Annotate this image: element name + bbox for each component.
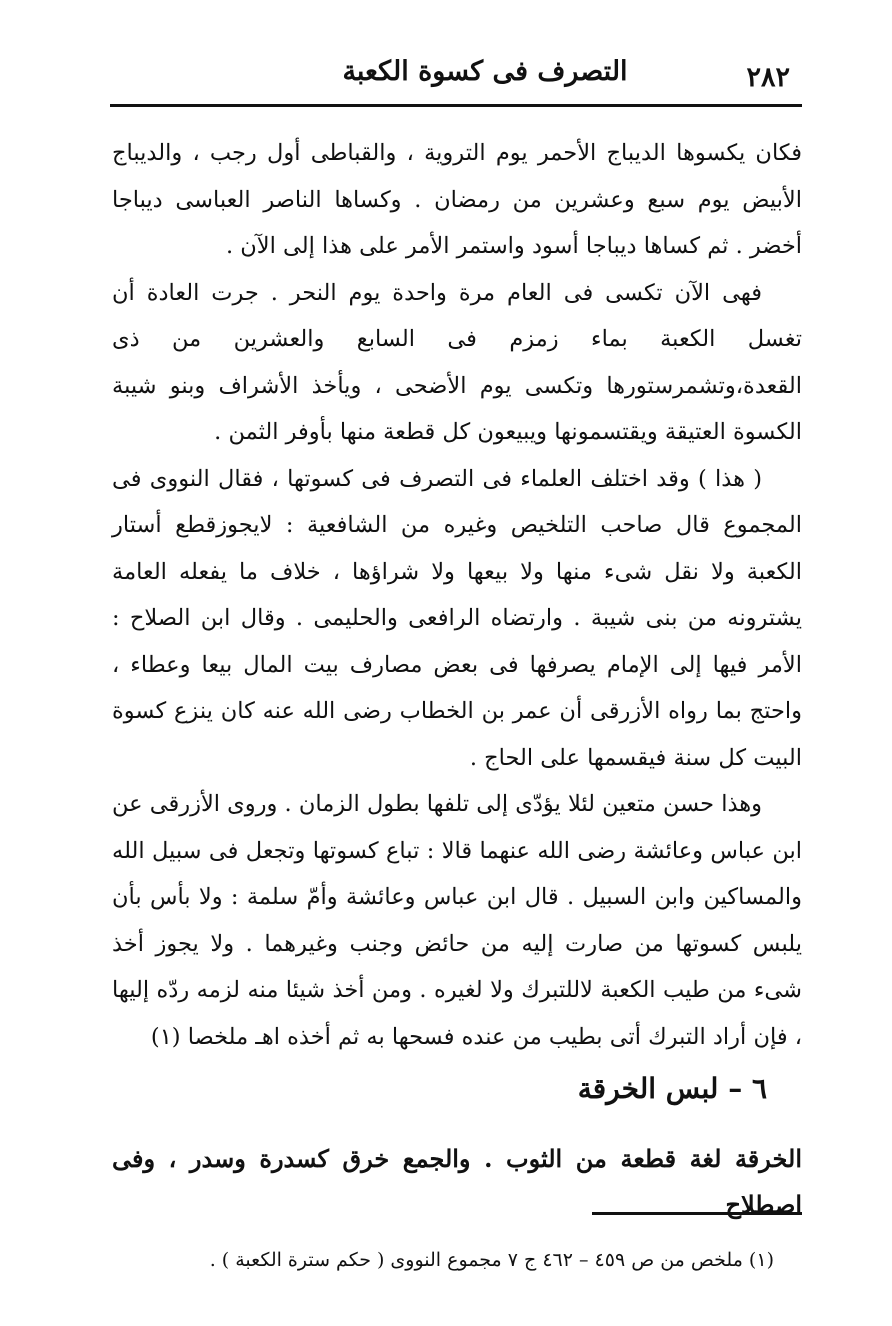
- header-rule: [110, 104, 802, 107]
- paragraph-1: فكان يكسوها الديباج الأحمر يوم التروية ، والقباطى أول رجب ، والديباج الأبيض يوم سبع وعشرين من رمضان . وكساها الناصر العباسى ديباجا أخضر . ثم كساها ديباجا أسود واستمر الأمر على هذا إلى الآن .: [112, 140, 802, 259]
- paragraph-3: ( هذا ) وقد اختلف العلماء فى التصرف فى كسوتها ، فقال النووى فى المجموع قال صاحب التلخيص وغيره من الشافعية : لايجوزقطع أستار الكعبة ولا نقل شىء منها ولا بيعها ولا شراؤها ، خلاف ما يفعله العامة يشترونه من بنى شيبة . وارتضاه الرافعى والحليمى . وقال ابن الصلاح : الأمر فيها إلى الإمام يصرفها فى بعض مصارف بيت المال بيعا وعطاء ، واحتج بما رواه الأزرقى أن عمر بن الخطاب رضى الله عنه كان ينزع كسوة البيت كل سنة فيقسمها على الحاج .: [112, 465, 802, 771]
- section-heading: ٦ – لبس الخرقة: [577, 1072, 767, 1105]
- running-title: التصرف فى كسوة الكعبة: [342, 56, 628, 87]
- main-text: [112, 130, 802, 1060]
- paragraph-2: فهى الآن تكسى فى العام مرة واحدة يوم النحر . جرت العادة أن تغسل الكعبة بماء زمزم فى السابع والعشرين من ذى القعدة،وتشمرستورها وتكسى يوم الأضحى ، ويأخذ الأشراف وبنو شيبة الكسوة العتيقة ويقتسمونها ويبيعون كل قطعة منها بأوفر الثمن .: [112, 279, 802, 445]
- page-header: [110, 42, 800, 102]
- page-number: ٢٨٢: [746, 62, 790, 93]
- footnote: (١) ملخص من ص ٤٥٩ – ٤٦٢ ج ٧ مجموع النووى ( حكم سترة الكعبة ) .: [209, 1249, 774, 1271]
- footnote-rule: [592, 1212, 802, 1215]
- paragraph-4: وهذا حسن متعين لئلا يؤدّى إلى تلفها بطول الزمان . وروى الأزرقى عن ابن عباس وعائشة رضى الله عنهما قالا : تباع كسوتها وتجعل فى سبيل الله والمساكين وابن السبيل . قال ابن عباس وعائشة وأمّ سلمة : ولا بأس بأن يلبس كسوتها من صارت إليه من حائض وجنب وغيرهما . ولا يجوز أخذ شىء من طيب الكعبة لاللتبرك ولا لغيره . ومن أخذ شيئا منه لزمه ردّه إليها ، فإن أراد التبرك أتى بطيب من عنده فسحها به ثم أخذه اهـ ملخصا (١): [112, 791, 802, 1050]
- section-first-line: الخرقة لغة قطعة من الثوب . والجمع خرق كسدرة وسدر ، وفى اصطلاح: [112, 1144, 802, 1219]
